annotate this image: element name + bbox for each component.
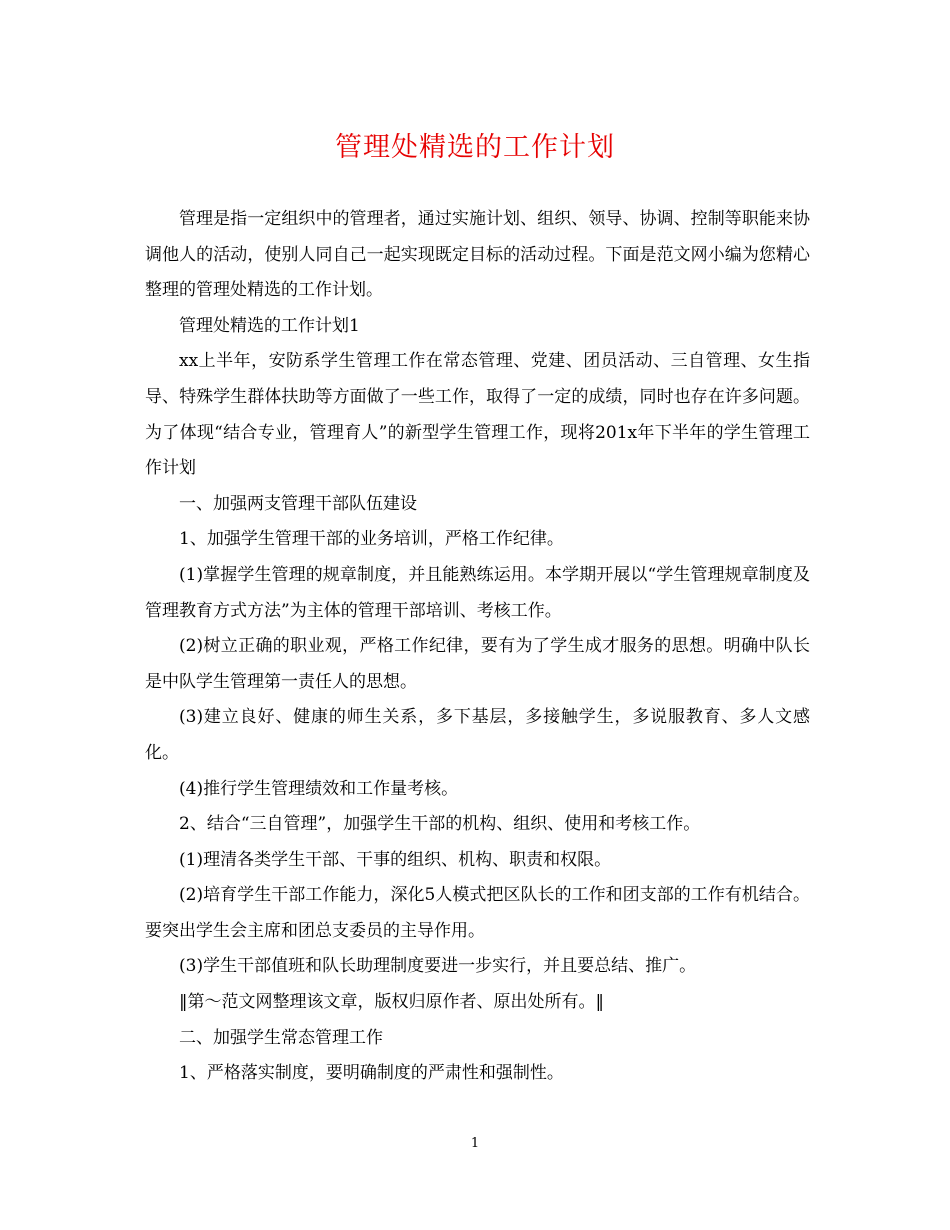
- section-heading-1: 一、加强两支管理干部队伍建设: [179, 493, 417, 514]
- list-item: (3)建立良好、健康的师生关系，多下基层，多接触学生，多说服教育、多人文感化。: [145, 707, 810, 763]
- copyright-notice: ‖第～范文网整理该文章，版权归原作者、原出处所有。‖: [179, 992, 604, 1013]
- intro-paragraph: 管理是指一定组织中的管理者，通过实施计划、组织、领导、协调、控制等职能来协调他人的活动，使别人同自己一起实现既定目标的活动过程。下面是范文网小编为您精心整理的管理处精选的工作计划。: [145, 209, 810, 301]
- list-item: (4)推行学生管理绩效和工作量考核。: [179, 778, 459, 799]
- list-item: (2)培育学生干部工作能力，深化5人模式把区队长的工作和团支部的工作有机结合。要突出学生会主席和团总支委员的主导作用。: [145, 885, 810, 941]
- document-body: [145, 202, 810, 1092]
- subsection-heading-1-2: 2、结合“三自管理”，加强学生干部的机构、组织、使用和考核工作。: [179, 814, 701, 835]
- list-item: (1)掌握学生管理的规章制度，并且能熟练运用。本学期开展以“学生管理规章制度及管理教育方式方法”为主体的管理干部培训、考核工作。: [145, 564, 810, 621]
- body-paragraph: xx上半年，安防系学生管理工作在常态管理、党建、团员活动、三自管理、女生指导、特殊学生群体扶助等方面做了一些工作，取得了一定的成绩，同时也存在许多问题。为了体现“结合专业，管理育人”的新型学生管理工作，现将201x年下半年的学生管理工作计划: [145, 351, 810, 479]
- list-item: (1)理清各类学生干部、干事的组织、机构、职责和权限。: [179, 849, 612, 870]
- section-heading-2: 二、加强学生常态管理工作: [179, 1027, 383, 1048]
- list-item: (2)树立正确的职业观，严格工作纪律，要有为了学生成才服务的思想。明确中队长是中队学生管理第一责任人的思想。: [145, 636, 810, 692]
- document-title: 管理处精选的工作计划: [335, 132, 615, 163]
- subsection-heading-2-1: 1、严格落实制度，要明确制度的严肃性和强制性。: [179, 1063, 564, 1084]
- subsection-heading-1-1: 1、加强学生管理干部的业务培训，严格工作纪律。: [179, 529, 564, 550]
- list-item: (3)学生干部值班和队长助理制度要进一步实行，并且要总结、推广。: [179, 956, 697, 977]
- section-heading-plan-1: 管理处精选的工作计划1: [179, 315, 360, 336]
- page-number: 1: [470, 1136, 480, 1151]
